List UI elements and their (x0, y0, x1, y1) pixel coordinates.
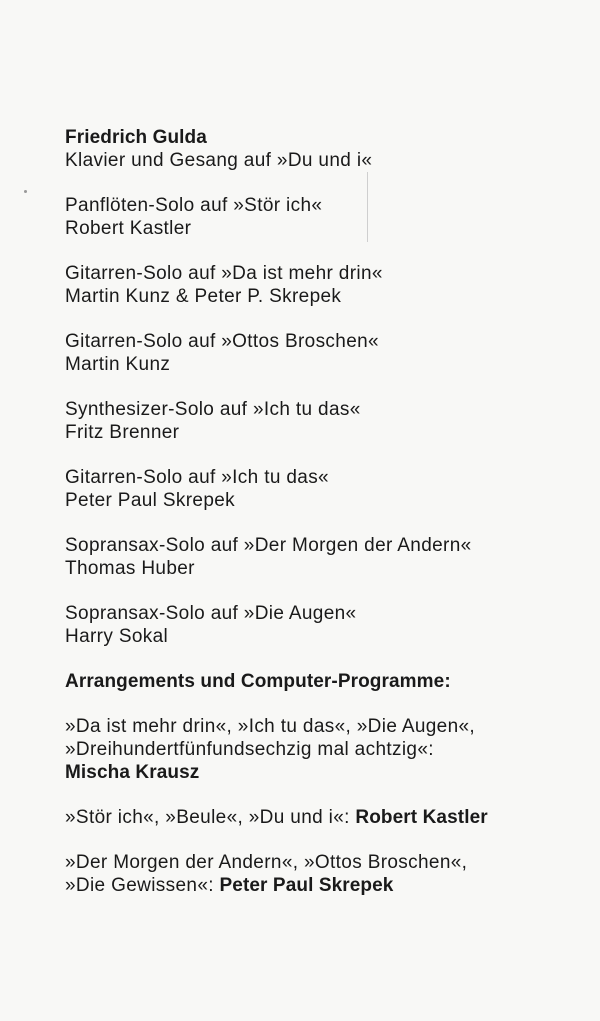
arranger-name: Robert Kastler (355, 807, 488, 828)
credit-block (65, 534, 585, 580)
credit-block (65, 262, 585, 308)
credit-role: Gitarren-Solo auf »Ich tu das« (65, 467, 329, 488)
arrangement-songs: »Stör ich«, »Beule«, »Du und i«: (65, 807, 356, 828)
credit-block (65, 602, 585, 648)
credit-role: Sopransax-Solo auf »Die Augen« (65, 603, 357, 624)
credit-block (65, 126, 585, 172)
credit-name: Martin Kunz (65, 354, 171, 375)
credit-name: Martin Kunz & Peter P. Skrepek (65, 286, 342, 307)
credit-block (65, 194, 585, 240)
arrangement-entry (65, 806, 585, 829)
arrangement-entry (65, 715, 585, 784)
credit-role: Synthesizer-Solo auf »Ich tu das« (65, 399, 361, 420)
credit-role: Gitarren-Solo auf »Ottos Broschen« (65, 331, 379, 352)
credit-block (65, 330, 585, 376)
credit-name: Thomas Huber (65, 558, 195, 579)
credit-role: Gitarren-Solo auf »Da ist mehr drin« (65, 263, 383, 284)
credit-name: Harry Sokal (65, 626, 169, 647)
credit-block (65, 398, 585, 444)
arrangement-songs: »Da ist mehr drin«, »Ich tu das«, »Die Augen«, (65, 716, 476, 737)
arrangement-entry (65, 851, 585, 897)
liner-notes (65, 126, 585, 919)
credit-name: Peter Paul Skrepek (65, 490, 235, 511)
credit-role: Panflöten-Solo auf »Stör ich« (65, 195, 323, 216)
credit-role: Sopransax-Solo auf »Der Morgen der Andern« (65, 535, 472, 556)
scan-speck (24, 190, 27, 193)
credit-name: Friedrich Gulda (65, 127, 207, 148)
arrangement-songs: »Die Gewissen«: (65, 875, 220, 896)
arranger-name: Peter Paul Skrepek (219, 875, 394, 896)
arrangement-songs: »Der Morgen der Andern«, »Ottos Broschen«, (65, 852, 468, 873)
credit-name: Robert Kastler (65, 218, 192, 239)
arrangement-songs: »Dreihundertfünfundsechzig mal achtzig«: (65, 739, 434, 760)
credit-name: Fritz Brenner (65, 422, 180, 443)
credit-block (65, 466, 585, 512)
credit-role: Klavier und Gesang auf »Du und i« (65, 150, 373, 171)
arranger-name: Mischa Krausz (65, 762, 200, 783)
arrangements-heading: Arrangements und Computer-Programme: (65, 671, 451, 692)
